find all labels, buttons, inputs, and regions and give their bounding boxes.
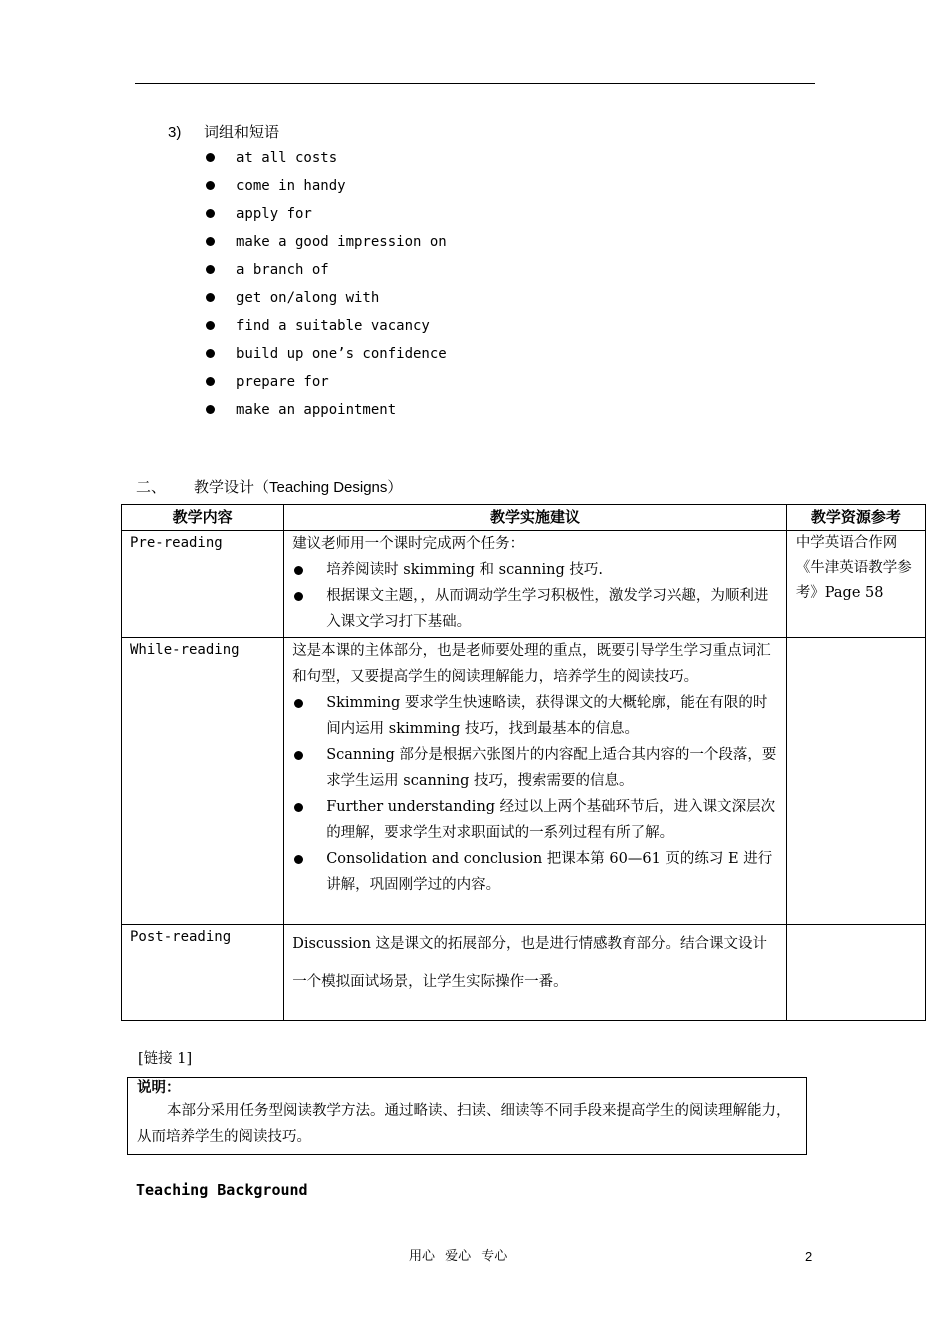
bullet-icon (206, 265, 215, 274)
list-item: 培养阅读时 skimming 和 scanning 技巧. (292, 557, 780, 583)
bullet-icon (294, 699, 303, 708)
phrases-title: 词组和短语 (204, 123, 280, 141)
resource-cell (786, 925, 925, 1021)
stage-cell: While-reading (122, 638, 284, 925)
bullet-icon (294, 751, 303, 760)
phrases-number: 3) (168, 124, 182, 141)
bullet-icon (206, 405, 215, 414)
list-item: make a good impression on (168, 232, 447, 260)
list-item: Scanning 部分是根据六张图片的内容配上适合其内容的一个段落，要求学生运用 scanning 技巧，搜索需要的信息。 (292, 742, 780, 794)
bullet-icon (206, 321, 215, 330)
table-header-row (122, 505, 926, 531)
teaching-design-table (121, 504, 926, 1021)
bullet-icon (206, 181, 215, 190)
resource-cell (786, 638, 925, 925)
teaching-background-heading: Teaching Background (136, 1181, 308, 1199)
list-item: make an appointment (168, 400, 447, 428)
footer-motto: 用心 爱心 专心 (409, 1249, 508, 1264)
link-label: [链接 1] (138, 1051, 193, 1067)
phrases-section (168, 120, 447, 428)
bullet-icon (206, 349, 215, 358)
list-item: Consolidation and conclusion 把课本第 60—61 页的练习 E 进行讲解，巩固刚学过的内容。 (292, 846, 780, 898)
section-number: 二、 (136, 478, 167, 496)
bullet-icon (206, 377, 215, 386)
list-item: 根据课文主题，，从而调动学生学习积极性，激发学习兴趣，为顺利进入课文学习打下基础。 (292, 583, 780, 635)
list-item: build up one’s confidence (168, 344, 447, 372)
resource-cell: 中学英语合作网《牛津英语教学参考》Page 58 (786, 531, 925, 638)
list-item: apply for (168, 204, 447, 232)
list-item: get on/along with (168, 288, 447, 316)
bullet-icon (294, 855, 303, 864)
header-content: 教学内容 (122, 505, 284, 531)
bullet-icon (206, 293, 215, 302)
advice-bullets (292, 557, 780, 635)
list-item: find a suitable vacancy (168, 316, 447, 344)
bullet-icon (206, 209, 215, 218)
note-title: 说明： (137, 1080, 181, 1096)
list-item: Skimming 要求学生快速略读，获得课文的大概轮廓，能在有限的时间内运用 skimming 技巧，找到最基本的信息。 (292, 690, 780, 742)
page-number: 2 (805, 1249, 813, 1264)
advice-cell (284, 638, 787, 925)
list-item: Further understanding 经过以上两个基础环节后，进入课文深层次的理解，要求学生对求职面试的一系列过程有所了解。 (292, 794, 780, 846)
bullet-icon (206, 237, 215, 246)
note-box (127, 1077, 807, 1155)
phrase-list (168, 148, 447, 428)
stage-cell: Post-reading (122, 925, 284, 1021)
bullet-icon (294, 803, 303, 812)
advice-cell (284, 531, 787, 638)
advice-lead: 建议老师用一个课时完成两个任务： (292, 536, 525, 552)
header-resources: 教学资源参考 (786, 505, 925, 531)
list-item: prepare for (168, 372, 447, 400)
advice-lead: 这是本课的主体部分，也是老师要处理的重点，既要引导学生学习重点词汇和句型，又要提高学生的阅读理解能力，培养学生的阅读技巧。 (292, 643, 771, 685)
table-row (122, 925, 926, 1021)
section-title: 教学设计（Teaching Designs） (194, 479, 403, 496)
table-row (122, 638, 926, 925)
bullet-icon (294, 566, 303, 575)
note-text: 本部分采用任务型阅读教学方法。通过略读、扫读、细读等不同手段来提高学生的阅读理解能力，从而培养学生的阅读技巧。 (137, 1103, 791, 1145)
phrases-heading (168, 120, 447, 144)
table-row (122, 531, 926, 638)
list-item: a branch of (168, 260, 447, 288)
bullet-icon (294, 592, 303, 601)
list-item: at all costs (168, 148, 447, 176)
advice-cell: Discussion 这是课文的拓展部分，也是进行情感教育部分。结合课文设计一个模拟面试场景，让学生实际操作一番。 (284, 925, 787, 1021)
header-rule (135, 83, 815, 84)
stage-cell: Pre-reading (122, 531, 284, 638)
list-item: come in handy (168, 176, 447, 204)
teaching-designs-heading (136, 476, 402, 498)
advice-bullets (292, 690, 780, 898)
bullet-icon (206, 153, 215, 162)
header-advice: 教学实施建议 (284, 505, 787, 531)
